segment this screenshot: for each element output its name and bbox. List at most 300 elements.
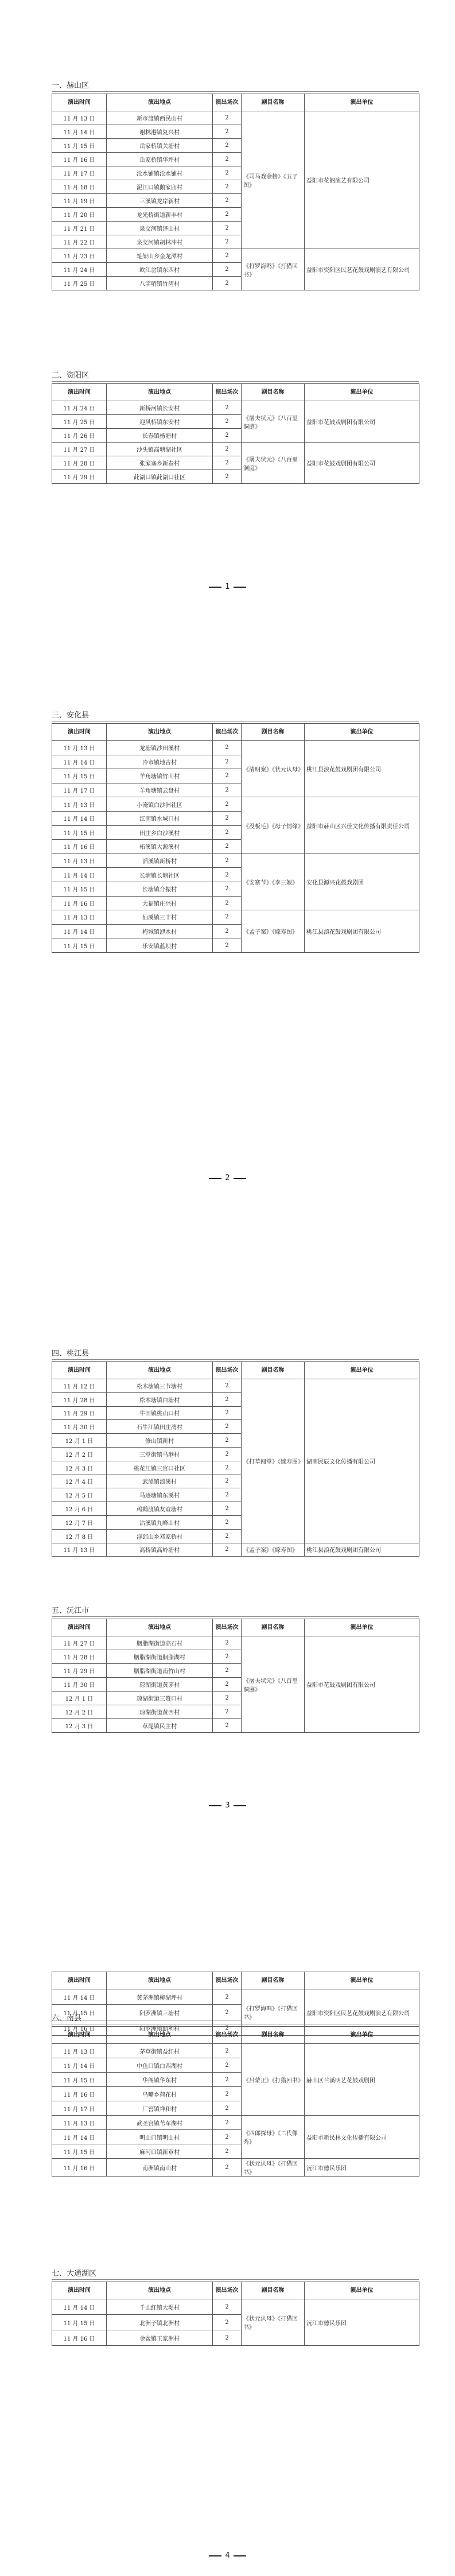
- table-row: [52, 2159, 419, 2177]
- cell-count: 2: [213, 1692, 242, 1705]
- cell-time: 11 月 16 日: [52, 2087, 107, 2101]
- cell-time: 11 月 14 日: [52, 1989, 107, 2005]
- cell-play: 《四郎探母》《二代像秀》: [242, 2116, 305, 2159]
- cell-count: 2: [213, 456, 242, 470]
- cell-time: 12 月 6 日: [52, 1502, 107, 1516]
- header-row: [52, 94, 419, 111]
- cell-count: 2: [213, 166, 242, 180]
- cell-count: 2: [213, 783, 242, 797]
- cell-location: 仙溪镇三丰村: [107, 910, 213, 925]
- cell-location: 岳家桥镇华坪村: [107, 153, 213, 166]
- cell-count: 2: [213, 811, 242, 825]
- cell-count: 2: [213, 2005, 242, 2020]
- cell-location: 北洲子镇北洲村: [107, 2315, 213, 2330]
- cell-count: 2: [213, 1434, 242, 1448]
- cell-count: 2: [213, 1447, 242, 1461]
- cell-location: 南洲镇南山村: [107, 2159, 213, 2177]
- cell-unit: 桃江县浪花鼓戏剧团有限公司: [305, 741, 419, 797]
- cell-count: 2: [213, 1719, 242, 1733]
- cell-location: 金盆镇王家洲村: [107, 2330, 213, 2346]
- cell-count: 2: [213, 429, 242, 443]
- cell-count: 2: [213, 415, 242, 429]
- table-row: [52, 910, 419, 925]
- cell-location: 草尾镇民主村: [107, 1719, 213, 1733]
- cell-time: 12 月 3 日: [52, 1719, 107, 1733]
- cell-count: 2: [213, 277, 242, 290]
- cell-time: 11 月 26 日: [52, 429, 107, 443]
- cell-time: 11 月 16 日: [52, 840, 107, 854]
- cell-location: 欧江岔镇东西村: [107, 263, 213, 277]
- header-row: [52, 2282, 419, 2299]
- cell-location: 泉交河镇泽山村: [107, 222, 213, 235]
- cell-time: 11 月 13 日: [52, 2044, 107, 2058]
- cell-count: 2: [213, 1502, 242, 1516]
- cell-time: 11 月 14 日: [52, 2058, 107, 2073]
- table-row: [52, 249, 419, 263]
- cell-location: 阳罗洲镇勤利村: [107, 2020, 213, 2036]
- cell-time: 11 月 16 日: [52, 2020, 107, 2036]
- cell-time: 11 月 27 日: [52, 1636, 107, 1650]
- cell-time: 12 月 2 日: [52, 1705, 107, 1719]
- cell-location: 松木塘镇白塘村: [107, 1392, 213, 1406]
- cell-time: 11 月 29 日: [52, 1664, 107, 1678]
- cell-play: 《没板毛》《母子情缘》: [242, 797, 305, 854]
- table-row: [52, 2299, 419, 2315]
- cell-count: 2: [213, 401, 242, 415]
- cell-location: 滔溪镇新桥村: [107, 854, 213, 868]
- cell-count: 2: [213, 1475, 242, 1488]
- cell-location: 三溪镇龙岸新村: [107, 194, 213, 208]
- cell-unit: 沅江市德民乐团: [305, 2299, 419, 2346]
- header-row: [52, 1972, 419, 1989]
- cell-time: 11 月 15 日: [52, 769, 107, 783]
- header-count: 演出场次: [213, 1972, 242, 1989]
- header-time: 演出时间: [52, 1619, 107, 1636]
- cell-location: 胭脂湖街道南竹山村: [107, 1664, 213, 1678]
- cell-time: 12 月 3 日: [52, 1461, 107, 1475]
- header-location: 演出地点: [107, 724, 213, 741]
- cell-play: 《打草闯堂》《嫁寿图》: [242, 1379, 305, 1543]
- cell-time: 11 月 24 日: [52, 401, 107, 415]
- cell-time: 11 月 19 日: [52, 194, 107, 208]
- cell-location: 柘溪镇大源溪村: [107, 840, 213, 854]
- header-play: 剧目名称: [242, 1619, 305, 1636]
- cell-location: 新桥河镇长安村: [107, 401, 213, 415]
- header-unit: 演出单位: [305, 724, 419, 741]
- header-count: 演出场次: [213, 384, 242, 401]
- cell-play: 《打罗海鸣》《打猎回书》: [242, 249, 305, 290]
- cell-location: 迎风桥镇东安村: [107, 415, 213, 429]
- dash-left: [209, 2555, 221, 2556]
- cell-count: 2: [213, 1678, 242, 1692]
- cell-location: 沧水铺镇沧水铺村: [107, 166, 213, 180]
- cell-time: 11 月 15 日: [52, 2005, 107, 2020]
- page-number: [0, 1801, 455, 1810]
- cell-unit: 益阳市资阳区民艺花鼓戏剧演艺有限公司: [305, 1989, 419, 2036]
- cell-time: 11 月 15 日: [52, 2144, 107, 2159]
- cell-count: 2: [213, 1379, 242, 1393]
- cell-play: 《孟子案》《嫁寿图》: [242, 1543, 305, 1557]
- dash-left: [209, 1805, 221, 1806]
- cell-location: 大福镇庄兴村: [107, 896, 213, 910]
- cell-location: 泥江口镇鹅家庙村: [107, 180, 213, 194]
- header-location: 演出地点: [107, 384, 213, 401]
- header-play: 剧目名称: [242, 94, 305, 111]
- schedule-table: [52, 94, 419, 290]
- page-number: [0, 1174, 455, 1182]
- cell-location: 黄茅洲镇柳湖坪村: [107, 1989, 213, 2005]
- cell-count: 2: [213, 222, 242, 235]
- cell-unit: 益阳市花鼓戏剧团有限公司: [305, 443, 419, 484]
- cell-count: 2: [213, 180, 242, 194]
- cell-time: 11 月 15 日: [52, 938, 107, 953]
- schedule-table: [52, 2282, 419, 2346]
- cell-play: 《打罗海鸣》《打猎回书》: [242, 1989, 305, 2036]
- cell-unit: 益阳市花鼓戏剧团有限公司: [305, 1636, 419, 1733]
- header-play: 剧目名称: [242, 2282, 305, 2299]
- cell-unit: 益阳市资阳区民艺花鼓戏剧演艺有限公司: [305, 249, 419, 290]
- cell-location: 张家塞乡新春村: [107, 456, 213, 470]
- page-number-text: 3: [225, 1801, 230, 1810]
- cell-location: 龙光桥街道新丰村: [107, 208, 213, 222]
- cell-count: 2: [213, 882, 242, 896]
- cell-time: 11 月 17 日: [52, 2101, 107, 2116]
- cell-time: 11 月 29 日: [52, 470, 107, 484]
- cell-unit: 沅江市德民乐团: [305, 2159, 419, 2177]
- cell-count: 2: [213, 208, 242, 222]
- cell-location: 茅草街镇益红村: [107, 2044, 213, 2058]
- cell-time: 11 月 15 日: [52, 2315, 107, 2330]
- dash-right: [234, 1805, 246, 1806]
- cell-play: 《状元认母》《打猎回书》: [242, 2159, 305, 2177]
- cell-count: 2: [213, 2101, 242, 2116]
- cell-time: 11 月 14 日: [52, 2130, 107, 2144]
- header-location: 演出地点: [107, 2027, 213, 2044]
- table-row: [52, 401, 419, 415]
- table-row: [52, 1989, 419, 2005]
- cell-time: 11 月 24 日: [52, 263, 107, 277]
- header-row: [52, 724, 419, 741]
- section-title: 三、安化县: [52, 712, 419, 721]
- schedule-table: [52, 723, 419, 953]
- cell-location: 中鱼口镇白西湖村: [107, 2058, 213, 2073]
- header-play: 剧目名称: [242, 384, 305, 401]
- cell-location: 江南镇水城口村: [107, 811, 213, 825]
- cell-count: 2: [213, 249, 242, 263]
- cell-time: 11 月 23 日: [52, 249, 107, 263]
- cell-count: 2: [213, 2330, 242, 2346]
- table-row: [52, 1543, 419, 1557]
- cell-time: 11 月 17 日: [52, 783, 107, 797]
- cell-count: 2: [213, 2299, 242, 2315]
- cell-count: 2: [213, 2144, 242, 2159]
- cell-play: 《屠夫状元》《八百里洞庭》: [242, 443, 305, 484]
- cell-location: 泉交河镇胡林冲村: [107, 235, 213, 249]
- cell-play: 《安寨节》《李三娘》: [242, 854, 305, 910]
- cell-time: 11 月 14 日: [52, 125, 107, 139]
- cell-count: 2: [213, 2058, 242, 2073]
- cell-time: 11 月 13 日: [52, 854, 107, 868]
- cell-location: 岳家桥镇关塘村: [107, 139, 213, 153]
- dash-left: [209, 587, 221, 588]
- cell-time: 11 月 13 日: [52, 1543, 107, 1557]
- table-row: [52, 2116, 419, 2130]
- cell-time: 11 月 16 日: [52, 896, 107, 910]
- dash-left: [209, 1178, 221, 1179]
- cell-time: 11 月 28 日: [52, 1650, 107, 1664]
- section-title: 二、资阳区: [52, 372, 419, 382]
- header-unit: 演出单位: [305, 1619, 419, 1636]
- section-title: 五、沅江市: [52, 1607, 419, 1617]
- cell-location: 田庄乡白沙溪村: [107, 825, 213, 840]
- header-play: 剧目名称: [242, 1362, 305, 1379]
- schedule-table: [52, 1619, 419, 1733]
- cell-play: 《屠夫状元》《八百里洞庭》: [242, 1636, 305, 1733]
- cell-count: 2: [213, 263, 242, 277]
- cell-location: 武圣宫镇苇车湖村: [107, 2116, 213, 2130]
- header-unit: 演出单位: [305, 1362, 419, 1379]
- header-play: 剧目名称: [242, 2027, 305, 2044]
- cell-time: 11 月 13 日: [52, 910, 107, 925]
- cell-location: 石牛江镇田庄湾村: [107, 1420, 213, 1434]
- section-title: 七、大通湖区: [52, 2270, 419, 2280]
- cell-count: 2: [213, 2020, 242, 2036]
- page-number-text: 2: [225, 1174, 230, 1182]
- page-number-text: 4: [225, 2551, 230, 2560]
- cell-location: 鸬鹚渡镇友谊塘村: [107, 1502, 213, 1516]
- header-location: 演出地点: [107, 1362, 213, 1379]
- cell-time: 12 月 4 日: [52, 1475, 107, 1488]
- header-location: 演出地点: [107, 1619, 213, 1636]
- cell-location: 长塘镇长塘社区: [107, 868, 213, 882]
- cell-location: 修山镇新村: [107, 1434, 213, 1448]
- cell-count: 2: [213, 111, 242, 125]
- cell-time: 11 月 28 日: [52, 456, 107, 470]
- cell-time: 11 月 14 日: [52, 755, 107, 769]
- cell-time: 11 月 14 日: [52, 868, 107, 882]
- header-count: 演出场次: [213, 2282, 242, 2299]
- cell-count: 2: [213, 125, 242, 139]
- cell-time: 11 月 28 日: [52, 1392, 107, 1406]
- cell-location: 琼湖街道三赞口村: [107, 1692, 213, 1705]
- cell-time: 12 月 7 日: [52, 1515, 107, 1529]
- cell-count: 2: [213, 235, 242, 249]
- cell-unit: 益阳市花鼓戏剧团有限公司: [305, 401, 419, 443]
- cell-count: 2: [213, 2044, 242, 2058]
- cell-location: 牛田镇桃山口村: [107, 1406, 213, 1420]
- cell-location: 胭脂湖街道胭脂湖村: [107, 1650, 213, 1664]
- cell-time: 11 月 21 日: [52, 222, 107, 235]
- cell-location: 厂窖镇祥和村: [107, 2101, 213, 2116]
- cell-location: 沙头镇高塘湖社区: [107, 443, 213, 456]
- cell-count: 2: [213, 1461, 242, 1475]
- header-row: [52, 2027, 419, 2044]
- cell-play: 《吕蒙正》《打猎回书》: [242, 2044, 305, 2116]
- cell-time: 11 月 18 日: [52, 180, 107, 194]
- cell-play: 《状元认母》《打猎回书》: [242, 2299, 305, 2346]
- cell-location: 羊角塘镇竹山村: [107, 769, 213, 783]
- cell-play: 《司马戏金榜》《五子图》: [242, 111, 305, 249]
- schedule-table: [52, 1361, 419, 1557]
- cell-count: 2: [213, 194, 242, 208]
- cell-count: 2: [213, 2159, 242, 2177]
- cell-location: 笔架山乡金龙潭村: [107, 249, 213, 263]
- cell-location: 小淹镇白沙洲社区: [107, 797, 213, 812]
- cell-count: 2: [213, 1636, 242, 1650]
- cell-play: 《屠夫状元》《八百里洞庭》: [242, 401, 305, 443]
- cell-count: 2: [213, 1515, 242, 1529]
- cell-location: 浮邱山乡邓家桥村: [107, 1529, 213, 1543]
- cell-location: 琼湖街道黄西村: [107, 1705, 213, 1719]
- cell-count: 2: [213, 1529, 242, 1543]
- cell-location: 三堂街镇马港村: [107, 1447, 213, 1461]
- dash-right: [234, 1178, 246, 1179]
- section-title: 六、南县: [52, 2015, 419, 2024]
- cell-time: 11 月 12 日: [52, 1379, 107, 1393]
- header-play: 剧目名称: [242, 1972, 305, 1989]
- header-row: [52, 1362, 419, 1379]
- cell-count: 2: [213, 1705, 242, 1719]
- cell-location: 谢林港镇复兴村: [107, 125, 213, 139]
- cell-time: 11 月 16 日: [52, 2159, 107, 2177]
- cell-location: 胭脂湖街道高石村: [107, 1636, 213, 1650]
- cell-count: 2: [213, 2073, 242, 2087]
- header-unit: 演出单位: [305, 1972, 419, 1989]
- table-row: [52, 854, 419, 868]
- header-count: 演出场次: [213, 1619, 242, 1636]
- cell-time: 12 月 5 日: [52, 1488, 107, 1502]
- header-time: 演出时间: [52, 94, 107, 111]
- cell-count: 2: [213, 2130, 242, 2144]
- cell-location: 明山口镇明山村: [107, 2130, 213, 2144]
- cell-time: 11 月 15 日: [52, 139, 107, 153]
- header-time: 演出时间: [52, 724, 107, 741]
- header-count: 演出场次: [213, 94, 242, 111]
- header-time: 演出时间: [52, 1362, 107, 1379]
- table-row: [52, 443, 419, 456]
- cell-count: 2: [213, 924, 242, 938]
- cell-location: 桃花江镇三官口社区: [107, 1461, 213, 1475]
- cell-location: 长塘镇合振村: [107, 882, 213, 896]
- cell-count: 2: [213, 470, 242, 484]
- cell-unit: 安化县源兴花鼓戏剧团: [305, 854, 419, 910]
- cell-time: 11 月 14 日: [52, 924, 107, 938]
- header-unit: 演出单位: [305, 384, 419, 401]
- cell-time: 11 月 20 日: [52, 208, 107, 222]
- cell-time: 11 月 13 日: [52, 111, 107, 125]
- cell-time: 11 月 30 日: [52, 1420, 107, 1434]
- cell-count: 2: [213, 443, 242, 456]
- cell-unit: 益阳市花阁演艺有限公司: [305, 111, 419, 249]
- cell-unit: 湖南民辰文化传播有限公司: [305, 1379, 419, 1543]
- cell-time: 11 月 15 日: [52, 825, 107, 840]
- section-title: 四、桃江县: [52, 1350, 419, 1360]
- dash-right: [234, 587, 246, 588]
- cell-time: 11 月 16 日: [52, 153, 107, 166]
- cell-location: 八字哨镇竹湾村: [107, 277, 213, 290]
- cell-count: 2: [213, 139, 242, 153]
- cell-count: 2: [213, 1664, 242, 1678]
- header-count: 演出场次: [213, 1362, 242, 1379]
- header-count: 演出场次: [213, 724, 242, 741]
- cell-count: 2: [213, 1650, 242, 1664]
- cell-time: 11 月 25 日: [52, 277, 107, 290]
- cell-count: 2: [213, 153, 242, 166]
- cell-time: 11 月 25 日: [52, 415, 107, 429]
- cell-count: 2: [213, 2116, 242, 2130]
- dash-right: [234, 2555, 246, 2556]
- cell-count: 2: [213, 1392, 242, 1406]
- cell-count: 2: [213, 825, 242, 840]
- cell-location: 羊角塘镇云盘村: [107, 783, 213, 797]
- cell-location: 武潭镇浪溪村: [107, 1475, 213, 1488]
- cell-count: 2: [213, 797, 242, 812]
- table-row: [52, 1379, 419, 1393]
- header-unit: 演出单位: [305, 2027, 419, 2044]
- cell-location: 马迹塘镇东溪村: [107, 1488, 213, 1502]
- cell-time: 11 月 22 日: [52, 235, 107, 249]
- cell-count: 2: [213, 1488, 242, 1502]
- cell-location: 茈湖口镇茈湖口社区: [107, 470, 213, 484]
- cell-count: 2: [213, 854, 242, 868]
- cell-time: 12 月 1 日: [52, 1434, 107, 1448]
- cell-count: 2: [213, 868, 242, 882]
- header-location: 演出地点: [107, 2282, 213, 2299]
- cell-location: 乐安镇蓝坝村: [107, 938, 213, 953]
- cell-location: 华阁镇华东村: [107, 2073, 213, 2087]
- header-location: 演出地点: [107, 94, 213, 111]
- cell-time: 11 月 15 日: [52, 2073, 107, 2087]
- cell-count: 2: [213, 2315, 242, 2330]
- cell-time: 11 月 16 日: [52, 2330, 107, 2346]
- schedule-table: [52, 383, 419, 484]
- header-row: [52, 384, 419, 401]
- cell-time: 12 月 1 日: [52, 1692, 107, 1705]
- cell-time: 11 月 13 日: [52, 2116, 107, 2130]
- cell-count: 2: [213, 1989, 242, 2005]
- header-unit: 演出单位: [305, 94, 419, 111]
- page-number: [0, 2551, 455, 2560]
- table-row: [52, 111, 419, 125]
- cell-location: 沾溪镇九峰山村: [107, 1515, 213, 1529]
- cell-location: 高桥镇高岭塘村: [107, 1543, 213, 1557]
- header-time: 演出时间: [52, 1972, 107, 1989]
- header-row: [52, 1619, 419, 1636]
- cell-location: 松木塘镇三节塘村: [107, 1379, 213, 1393]
- cell-location: 琼湖街道黄茅村: [107, 1678, 213, 1692]
- cell-time: 12 月 2 日: [52, 1447, 107, 1461]
- cell-location: 阳罗洲镇三塘村: [107, 2005, 213, 2020]
- cell-location: 乌嘴乡荷花村: [107, 2087, 213, 2101]
- cell-count: 2: [213, 840, 242, 854]
- schedule-table: [52, 2026, 419, 2177]
- cell-unit: 赫山区兰溪明艺花鼓戏剧团: [305, 2044, 419, 2116]
- cell-play: 《清明案》《状元认母》: [242, 741, 305, 797]
- header-time: 演出时间: [52, 2282, 107, 2299]
- cell-time: 11 月 13 日: [52, 797, 107, 812]
- header-location: 演出地点: [107, 1972, 213, 1989]
- cell-time: 11 月 15 日: [52, 882, 107, 896]
- cell-count: 2: [213, 1543, 242, 1557]
- header-play: 剧目名称: [242, 724, 305, 741]
- cell-location: 麻河口镇新章村: [107, 2144, 213, 2159]
- cell-time: 11 月 17 日: [52, 166, 107, 180]
- cell-time: 11 月 29 日: [52, 1406, 107, 1420]
- header-time: 演出时间: [52, 2027, 107, 2044]
- cell-time: 11 月 13 日: [52, 741, 107, 755]
- page-number: [0, 583, 455, 591]
- header-unit: 演出单位: [305, 2282, 419, 2299]
